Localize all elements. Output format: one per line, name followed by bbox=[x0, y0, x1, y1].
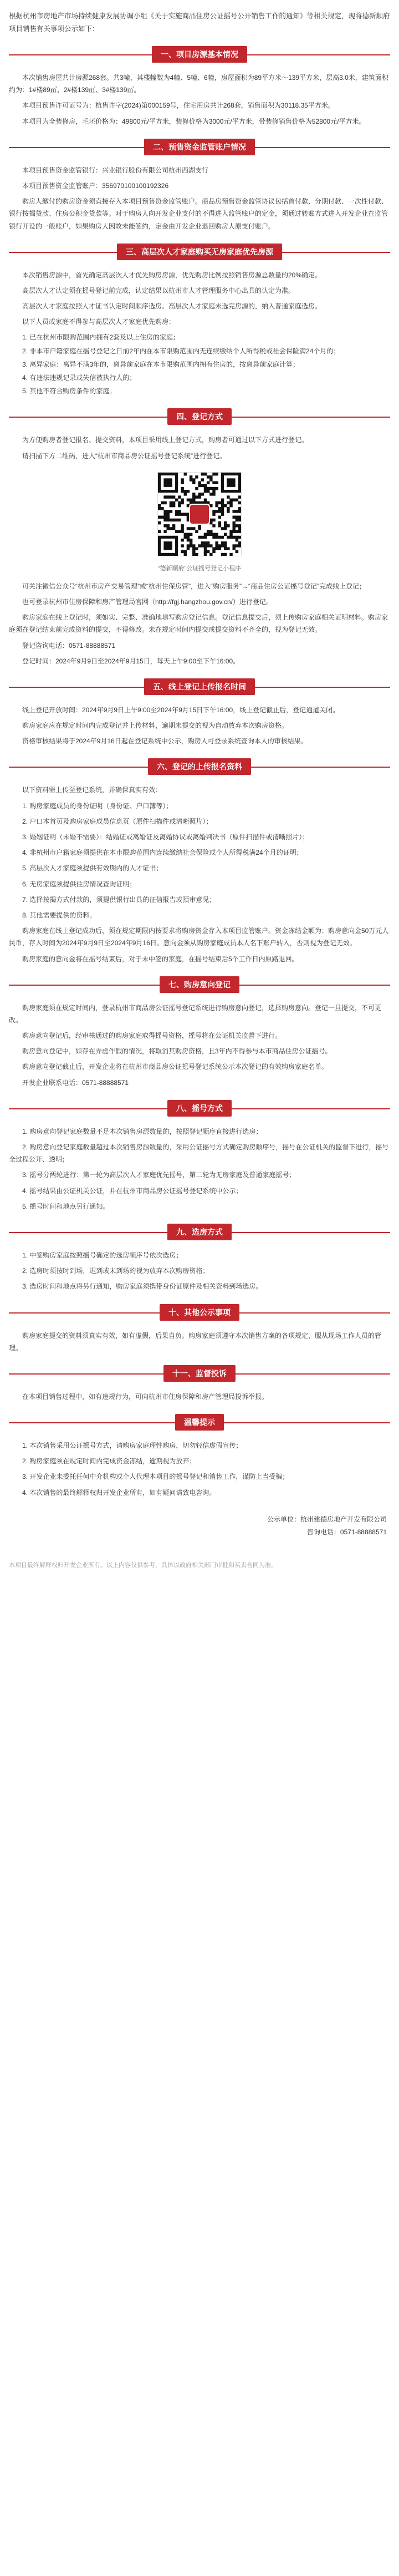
paragraph: 本项目预售资金监管账户：356970100100192326 bbox=[22, 181, 169, 190]
heading-label: 温馨提示 bbox=[175, 1414, 224, 1431]
heading-label: 一、项目房源基本情况 bbox=[152, 46, 247, 63]
paragraph: 1. 购房家庭成员的身份证明（身份证、户口簿等）； bbox=[22, 802, 173, 810]
paragraph: 6. 无房家庭须提供住房情况查询证明； bbox=[22, 880, 136, 888]
paragraph: 购房人缴付的购房资金须直接存入本项目预售资金监管账户。商品房预售资金监管协议包括首付款、分期付款、一次性付款、银行按揭贷款、住房公积金贷款等。对于购房人向开发企业支付的不得进入监管账户的定金，须通过转账方式进入开发企业在监管银行开设的一般账户，如果购房人因故未能签约，定金由开发企业退回购房人原支付账户。 bbox=[9, 197, 388, 230]
paragraph: 购房家庭的意向金将在摇号结束后，对于未中签的家庭，在摇号结束后5个工作日内原路退回。 bbox=[22, 955, 299, 963]
paragraph: 4. 非杭州市户籍家庭须提供在本市限购范围内连续缴纳社会保险或个人所得税满24个月的证明； bbox=[22, 849, 303, 857]
qr-caption: “德新顺府”公证摇号登记小程序 bbox=[157, 565, 242, 572]
paragraph: 资格审核结果将于2024年9月16日起在登记系统中公示，购房人可登录系统查询本人的审核结果。 bbox=[22, 737, 308, 746]
section-heading-4 bbox=[9, 408, 390, 426]
paragraph: 请扫描下方二维码，进入“杭州市商品房公证摇号登记系统”进行登记。 bbox=[22, 452, 226, 460]
list-item: 2. 非本市户籍家庭在摇号登记之日前2年内在本市限购范围内无连续缴纳个人所得税或社会保险满24个月的； bbox=[22, 347, 340, 355]
qr-code-image[interactable] bbox=[157, 472, 242, 556]
signature-block bbox=[9, 1513, 390, 1539]
paragraph: 4. 摇号结果由公证机关公证，并在杭州市商品房公证摇号登记系统中公示； bbox=[22, 1186, 243, 1195]
heading-label: 七、购房意向登记 bbox=[160, 976, 239, 993]
paragraph: 在本项目销售过程中，如有违规行为，可向杭州市住房保障和房产管理局投诉举报。 bbox=[22, 1392, 269, 1401]
paragraph: 以下资料需上传至登记系统，并确保真实有效： bbox=[22, 786, 162, 794]
list-item: 1. 已在杭州市限购范围内拥有2套及以上住房的家庭； bbox=[22, 333, 180, 342]
heading-label: 四、登记方式 bbox=[167, 408, 232, 425]
intro-paragraph: 根据杭州市房地产市场持续健康发展协调小组《关于实施商品住房公证摇号公开销售工作的通知》等相关规定，现将德新顺府项目销售有关事项公示如下： bbox=[9, 12, 390, 33]
paragraph: 3. 摇号分两轮进行：第一轮为高层次人才家庭优先摇号，第二轮为无房家庭及普通家庭摇号； bbox=[22, 1171, 296, 1179]
heading-label: 九、选房方式 bbox=[167, 1224, 232, 1240]
paragraph: 2. 户口本首页及购房家庭成员信息页（原件扫描件或清晰照片）； bbox=[22, 817, 213, 825]
section-heading-5 bbox=[9, 678, 390, 696]
publisher-label: 公示单位：杭州建德房地产开发有限公司 bbox=[267, 1515, 387, 1523]
qr-code-block bbox=[9, 472, 390, 559]
paragraph: 3. 选房时间和地点将另行通知，购房家庭须携带身份证原件及相关资料到场选房。 bbox=[22, 1282, 263, 1291]
list-item: 5. 其他不符合购房条件的家庭。 bbox=[22, 387, 116, 395]
paragraph: 购房家庭提交的资料须真实有效，如有虚假，后果自负。购房家庭须遵守本次销售方案的各项规定，服从现场工作人员的管理。 bbox=[9, 1331, 382, 1352]
paragraph: 本次销售房屋共计房源268套。共3幢，其楼幢数为4幢、5幢、6幢，房屋面积为89平方米～139平方米，层高3.0米，建筑面积约为：1#楼89㎡、2#楼139㎡、3#楼139㎡。 bbox=[9, 74, 388, 94]
paragraph: 购房意向登记截止后，开发企业将在杭州市商品房公证摇号登记系统公示本次登记的有效购房家庭名单。 bbox=[22, 1063, 329, 1071]
heading-label: 二、预售资金监管账户情况 bbox=[144, 139, 255, 155]
paragraph: 1. 中签购房家庭按照摇号确定的选房顺序号依次选房； bbox=[22, 1251, 183, 1259]
heading-label: 十一、监督投诉 bbox=[163, 1365, 236, 1382]
paragraph: 购房意向登记中，如存在弄虚作假的情况，将取消其购房资格，且3年内不得参与本市商品住房公证摇号。 bbox=[22, 1047, 332, 1056]
section-heading-7 bbox=[9, 976, 390, 994]
paragraph: 5. 高层次人才家庭须提供有效期内的人才证书； bbox=[22, 864, 163, 873]
paragraph: 购房家庭在线上登记时，须如实、完整、准确地填写购房登记信息。登记信息提交后，须上传购房家庭相关证明材料。购房家庭须在登记结束前完成资料的提交，不得修改。未在规定时间内提交或提交资料不齐全的，视为登记无效。 bbox=[9, 613, 388, 634]
section-heading-reminder bbox=[9, 1414, 390, 1432]
paragraph: 1. 本次销售采用公证摇号方式，请购房家庭理性购房，切勿轻信虚假宣传； bbox=[22, 1442, 243, 1450]
paragraph: 1. 购房意向登记家庭数量不足本次销售房源数量的，按照登记顺序直接进行选房； bbox=[22, 1127, 263, 1135]
paragraph: 4. 本次销售的最终解释权归开发企业所有，如有疑问请致电咨询。 bbox=[22, 1488, 216, 1497]
heading-label: 十、其他公示事项 bbox=[160, 1304, 239, 1321]
section-heading-3 bbox=[9, 244, 390, 261]
paragraph: 本项目预售资金监管银行：兴业银行股份有限公司杭州西湖支行 bbox=[22, 166, 209, 174]
heading-label: 五、线上登记上传报名时间 bbox=[144, 678, 255, 695]
paragraph: 开发企业联系电话：0571-88888571 bbox=[22, 1078, 129, 1087]
contact-phone: 咨询电话：0571-88888571 bbox=[306, 1528, 387, 1536]
paragraph: 7. 选择按揭方式付款的，须提供银行出具的征信报告或预审意见； bbox=[22, 895, 216, 904]
section-heading-11 bbox=[9, 1365, 390, 1383]
paragraph: 2. 选房时须按时到场，迟到或未到场的视为放弃本次购房资格； bbox=[22, 1267, 209, 1275]
paragraph: 登记咨询电话：0571-88888571 bbox=[22, 641, 116, 650]
paragraph: 购房家庭应在规定时间内完成登记并上传材料，逾期未提交的视为自动放弃本次购房资格。 bbox=[22, 722, 289, 730]
qr-logo-icon bbox=[189, 504, 210, 525]
paragraph: 本项目为全装修房，毛坯价格为：49800元/平方米，装修价格为3000元/平方米，带装修销售价格为52800元/平方米。 bbox=[22, 117, 366, 125]
paragraph: 8. 其他需要提供的资料。 bbox=[22, 911, 96, 919]
list-item: 3. 离异家庭：离异不满3年的，离异前家庭在本市限购范围内拥有住房的，按离异前家庭计算； bbox=[22, 360, 300, 368]
heading-label: 三、高层次人才家庭购买无房家庭优先房源 bbox=[117, 244, 282, 260]
paragraph: 高层次人才家庭按照人才证书认定时间顺序选房。高层次人才家庭未选完房源的，纳入普通家庭选房。 bbox=[22, 302, 322, 311]
paragraph: 2. 购房意向登记家庭数量超过本次销售房源数量的，采用公证摇号方式确定购房顺序号，摇号在公证机关的监督下进行，摇号全过程公开、透明； bbox=[9, 1143, 389, 1164]
section-heading-1 bbox=[9, 46, 390, 64]
paragraph: 3. 开发企业未委托任何中介机构或个人代理本项目的摇号登记和销售工作，谨防上当受骗； bbox=[22, 1473, 289, 1481]
paragraph: 购房家庭须在规定时间内，登录杭州市商品房公证摇号登记系统进行购房意向登记，选择购房意向。登记一旦提交，不可更改。 bbox=[9, 1003, 382, 1024]
paragraph: 购房家庭在线上登记成功后，须在规定期限内按要求将购房资金存入本项目监管账户。资金冻结金额为：购房意向金50万元人民币，存入时间为2024年9月9日至2024年9月16日。意向金须从购房家庭成员本人名下账户转入，否则视为登记无效。 bbox=[9, 927, 389, 947]
section-heading-6 bbox=[9, 758, 390, 776]
list-intro: 以下人员或家庭不得参与高层次人才家庭优先购房： bbox=[22, 318, 176, 326]
section-heading-10 bbox=[9, 1304, 390, 1322]
paragraph: 登记时间：2024年9月9日至2024年9月15日，每天上午9:00至下午16:00。 bbox=[22, 657, 240, 665]
paragraph: 高层次人才认定须在摇号登记前完成，认定结果以杭州市人才管理服务中心出具的认定为准。 bbox=[22, 286, 295, 295]
section-heading-8 bbox=[9, 1100, 390, 1118]
section-heading-9 bbox=[9, 1224, 390, 1241]
list-item: 4. 有违法违规记录或失信被执行人的； bbox=[22, 374, 136, 382]
eligibility-list bbox=[9, 331, 390, 397]
section-heading-2 bbox=[9, 139, 390, 156]
paragraph: 3. 婚姻证明（未婚不需要）：结婚证或离婚证及离婚协议或离婚判决书（原件扫描件或清晰照片）； bbox=[22, 833, 309, 841]
paragraph: 也可登录杭州市住房保障和房产管理局官网（http://fgj.hangzhou.gov.cn/）进行登记。 bbox=[22, 597, 273, 606]
heading-label: 八、摇号方式 bbox=[167, 1100, 232, 1117]
paragraph: 2. 购房家庭须在规定时间内完成资金冻结，逾期视为放弃； bbox=[22, 1457, 196, 1466]
paragraph: 本次销售房源中，首先确定高层次人才优先购房房源，优先购房比例按照销售房源总数量的20%确定。 bbox=[22, 271, 322, 279]
paragraph: 购房意向登记后，经审核通过的购房家庭取得摇号资格，摇号将在公证机关监督下进行。 bbox=[22, 1032, 282, 1040]
paragraph: 为方便购房者登记报名、提交资料，本项目采用线上登记方式，购房者可通过以下方式进行登记。 bbox=[22, 436, 309, 444]
footnote: 本项目最终解释权归开发企业所有。以上内容仅供参考，具体以政府相关部门审批和买卖合同为准。 bbox=[9, 1562, 277, 1569]
paragraph: 本项目预售许可证号为：杭售许字(2024)第000159号，住宅用房共计268套，销售面积为30118.35平方米。 bbox=[22, 102, 335, 110]
paragraph: 可关注微信公众号“杭州市房产交易管理”或“杭州住保房管”，进入“购房服务”→“商品住房公证摇号登记”完成线上登记； bbox=[22, 582, 366, 590]
heading-label: 六、登记的上传报名资料 bbox=[148, 758, 251, 775]
paragraph: 5. 摇号时间和地点另行通知。 bbox=[22, 1202, 110, 1210]
paragraph: 线上登记开放时间：2024年9月9日上午9:00至2024年9月15日下午16:00，线上登记截止后，登记通道关闭。 bbox=[22, 706, 340, 714]
